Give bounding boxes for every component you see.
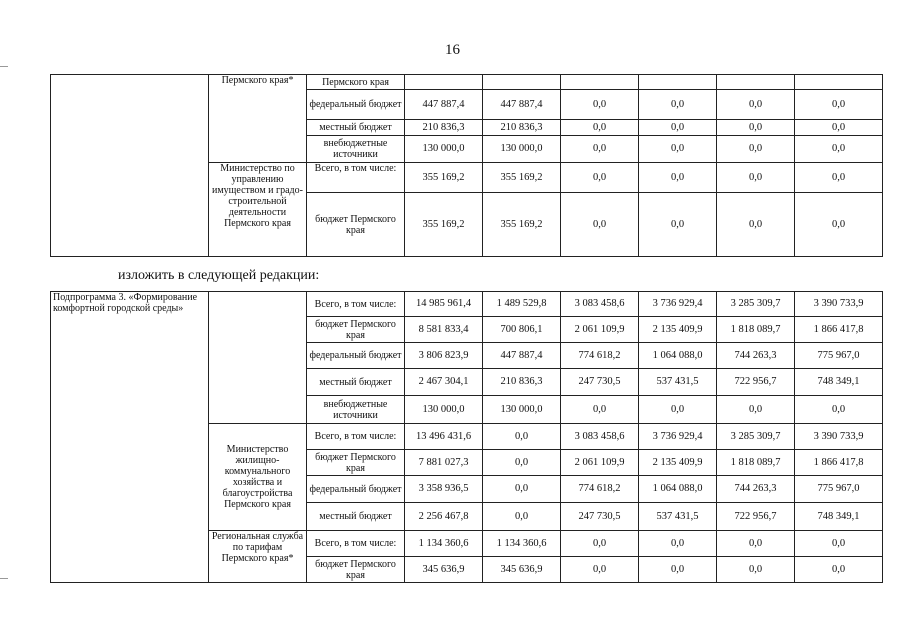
page-number: 16 — [445, 42, 460, 58]
old-table — [50, 74, 883, 257]
value-cell: 0,0 — [717, 136, 795, 163]
value-cell: 2 467 304,1 — [405, 369, 483, 396]
source-label: Пермского края — [307, 75, 405, 90]
source-label: федеральный бюджет — [307, 343, 405, 369]
value-cell: 3 083 458,6 — [561, 424, 639, 450]
value-cell: 1 818 089,7 — [717, 317, 795, 343]
value-cell: 700 806,1 — [483, 317, 561, 343]
value-cell: 0,0 — [639, 557, 717, 583]
value-cell: 722 956,7 — [717, 369, 795, 396]
old-org-cell-1: Пермского края* — [209, 75, 307, 163]
value-cell: 3 390 733,9 — [795, 424, 883, 450]
value-cell: 722 956,7 — [717, 503, 795, 531]
value-cell — [717, 75, 795, 90]
value-cell: 0,0 — [639, 531, 717, 557]
value-cell: 537 431,5 — [639, 503, 717, 531]
value-cell: 0,0 — [795, 557, 883, 583]
value-cell: 0,0 — [795, 120, 883, 136]
value-cell: 0,0 — [561, 531, 639, 557]
value-cell: 0,0 — [561, 557, 639, 583]
value-cell: 0,0 — [639, 120, 717, 136]
value-cell: 774 618,2 — [561, 476, 639, 503]
value-cell: 748 349,1 — [795, 369, 883, 396]
value-cell: 0,0 — [795, 396, 883, 424]
margin-mark-top — [0, 66, 8, 67]
source-label: Всего, в том числе: — [307, 531, 405, 557]
edit-instruction-heading: изложить в следующей редакции: — [118, 268, 320, 283]
org-cell-ministry: Министерство жилищно-коммунального хозяйства и благоустройства Пермского края — [209, 424, 307, 531]
margin-mark-bottom — [0, 578, 8, 579]
value-cell: 775 967,0 — [795, 476, 883, 503]
source-label: бюджет Пермского края — [307, 557, 405, 583]
value-cell: 0,0 — [561, 120, 639, 136]
source-label: внебюджетные источники — [307, 136, 405, 163]
value-cell: 2 135 409,9 — [639, 450, 717, 476]
value-cell: 447 887,4 — [405, 90, 483, 120]
value-cell: 0,0 — [483, 424, 561, 450]
value-cell: 0,0 — [561, 193, 639, 257]
subprogram-cell: Подпрограмма 3. «Формирование комфортной городской среды» — [51, 292, 209, 583]
value-cell: 3 083 458,6 — [561, 292, 639, 317]
value-cell: 0,0 — [795, 193, 883, 257]
value-cell: 130 000,0 — [405, 136, 483, 163]
value-cell: 355 169,2 — [483, 163, 561, 193]
value-cell: 355 169,2 — [405, 163, 483, 193]
value-cell: 13 496 431,6 — [405, 424, 483, 450]
value-cell: 14 985 961,4 — [405, 292, 483, 317]
value-cell: 0,0 — [717, 193, 795, 257]
value-cell — [639, 75, 717, 90]
value-cell: 0,0 — [795, 90, 883, 120]
value-cell: 0,0 — [795, 136, 883, 163]
value-cell: 748 349,1 — [795, 503, 883, 531]
value-cell: 775 967,0 — [795, 343, 883, 369]
value-cell: 130 000,0 — [405, 396, 483, 424]
value-cell: 2 061 109,9 — [561, 317, 639, 343]
value-cell — [561, 75, 639, 90]
value-cell: 0,0 — [561, 90, 639, 120]
source-label: Всего, в том числе: — [307, 424, 405, 450]
value-cell: 210 836,3 — [405, 120, 483, 136]
value-cell: 0,0 — [561, 136, 639, 163]
value-cell: 744 263,3 — [717, 343, 795, 369]
value-cell: 1 134 360,6 — [483, 531, 561, 557]
value-cell: 537 431,5 — [639, 369, 717, 396]
value-cell: 1 866 417,8 — [795, 317, 883, 343]
value-cell: 3 285 309,7 — [717, 424, 795, 450]
source-label: местный бюджет — [307, 120, 405, 136]
org-cell-summary — [209, 292, 307, 424]
value-cell: 0,0 — [639, 163, 717, 193]
value-cell: 210 836,3 — [483, 369, 561, 396]
value-cell: 0,0 — [717, 163, 795, 193]
value-cell: 3 358 936,5 — [405, 476, 483, 503]
value-cell — [405, 75, 483, 90]
value-cell: 0,0 — [561, 163, 639, 193]
value-cell: 0,0 — [639, 136, 717, 163]
value-cell: 130 000,0 — [483, 396, 561, 424]
value-cell: 0,0 — [483, 503, 561, 531]
value-cell: 345 636,9 — [483, 557, 561, 583]
value-cell: 1 064 088,0 — [639, 343, 717, 369]
value-cell: 3 390 733,9 — [795, 292, 883, 317]
value-cell: 345 636,9 — [405, 557, 483, 583]
value-cell: 0,0 — [639, 396, 717, 424]
source-label: федеральный бюджет — [307, 476, 405, 503]
value-cell — [795, 75, 883, 90]
value-cell: 3 736 929,4 — [639, 424, 717, 450]
value-cell: 8 581 833,4 — [405, 317, 483, 343]
old-org-cell-2: Министерство по управлению имуществом и градо-строительной деятельности Пермского края — [209, 163, 307, 257]
value-cell: 0,0 — [795, 531, 883, 557]
value-cell: 355 169,2 — [483, 193, 561, 257]
new-table — [50, 291, 883, 583]
value-cell: 0,0 — [717, 396, 795, 424]
value-cell: 0,0 — [717, 557, 795, 583]
value-cell: 0,0 — [483, 476, 561, 503]
source-label: бюджет Пермского края — [307, 193, 405, 257]
old-subprogram-cell — [51, 75, 209, 257]
value-cell: 0,0 — [483, 450, 561, 476]
value-cell: 2 135 409,9 — [639, 317, 717, 343]
value-cell: 447 887,4 — [483, 343, 561, 369]
value-cell: 447 887,4 — [483, 90, 561, 120]
source-label: Всего, в том числе: — [307, 163, 405, 193]
value-cell: 355 169,2 — [405, 193, 483, 257]
value-cell: 2 061 109,9 — [561, 450, 639, 476]
value-cell: 210 836,3 — [483, 120, 561, 136]
value-cell: 0,0 — [639, 90, 717, 120]
value-cell: 774 618,2 — [561, 343, 639, 369]
value-cell: 2 256 467,8 — [405, 503, 483, 531]
source-label: местный бюджет — [307, 369, 405, 396]
value-cell: 247 730,5 — [561, 503, 639, 531]
source-label: внебюджетные источники — [307, 396, 405, 424]
value-cell: 3 806 823,9 — [405, 343, 483, 369]
value-cell: 3 736 929,4 — [639, 292, 717, 317]
value-cell — [483, 75, 561, 90]
org-cell-regional: Региональная служба по тарифам Пермского края* — [209, 531, 307, 583]
value-cell: 1 489 529,8 — [483, 292, 561, 317]
value-cell: 1 064 088,0 — [639, 476, 717, 503]
source-label: федеральный бюджет — [307, 90, 405, 120]
value-cell: 0,0 — [795, 163, 883, 193]
value-cell: 3 285 309,7 — [717, 292, 795, 317]
value-cell: 744 263,3 — [717, 476, 795, 503]
value-cell: 0,0 — [717, 531, 795, 557]
value-cell: 1 866 417,8 — [795, 450, 883, 476]
value-cell: 130 000,0 — [483, 136, 561, 163]
value-cell: 0,0 — [561, 396, 639, 424]
value-cell: 0,0 — [717, 120, 795, 136]
source-label: Всего, в том числе: — [307, 292, 405, 317]
value-cell: 1 818 089,7 — [717, 450, 795, 476]
value-cell: 7 881 027,3 — [405, 450, 483, 476]
value-cell: 0,0 — [717, 90, 795, 120]
source-label: местный бюджет — [307, 503, 405, 531]
value-cell: 1 134 360,6 — [405, 531, 483, 557]
source-label: бюджет Пермского края — [307, 450, 405, 476]
source-label: бюджет Пермского края — [307, 317, 405, 343]
value-cell: 247 730,5 — [561, 369, 639, 396]
value-cell: 0,0 — [639, 193, 717, 257]
